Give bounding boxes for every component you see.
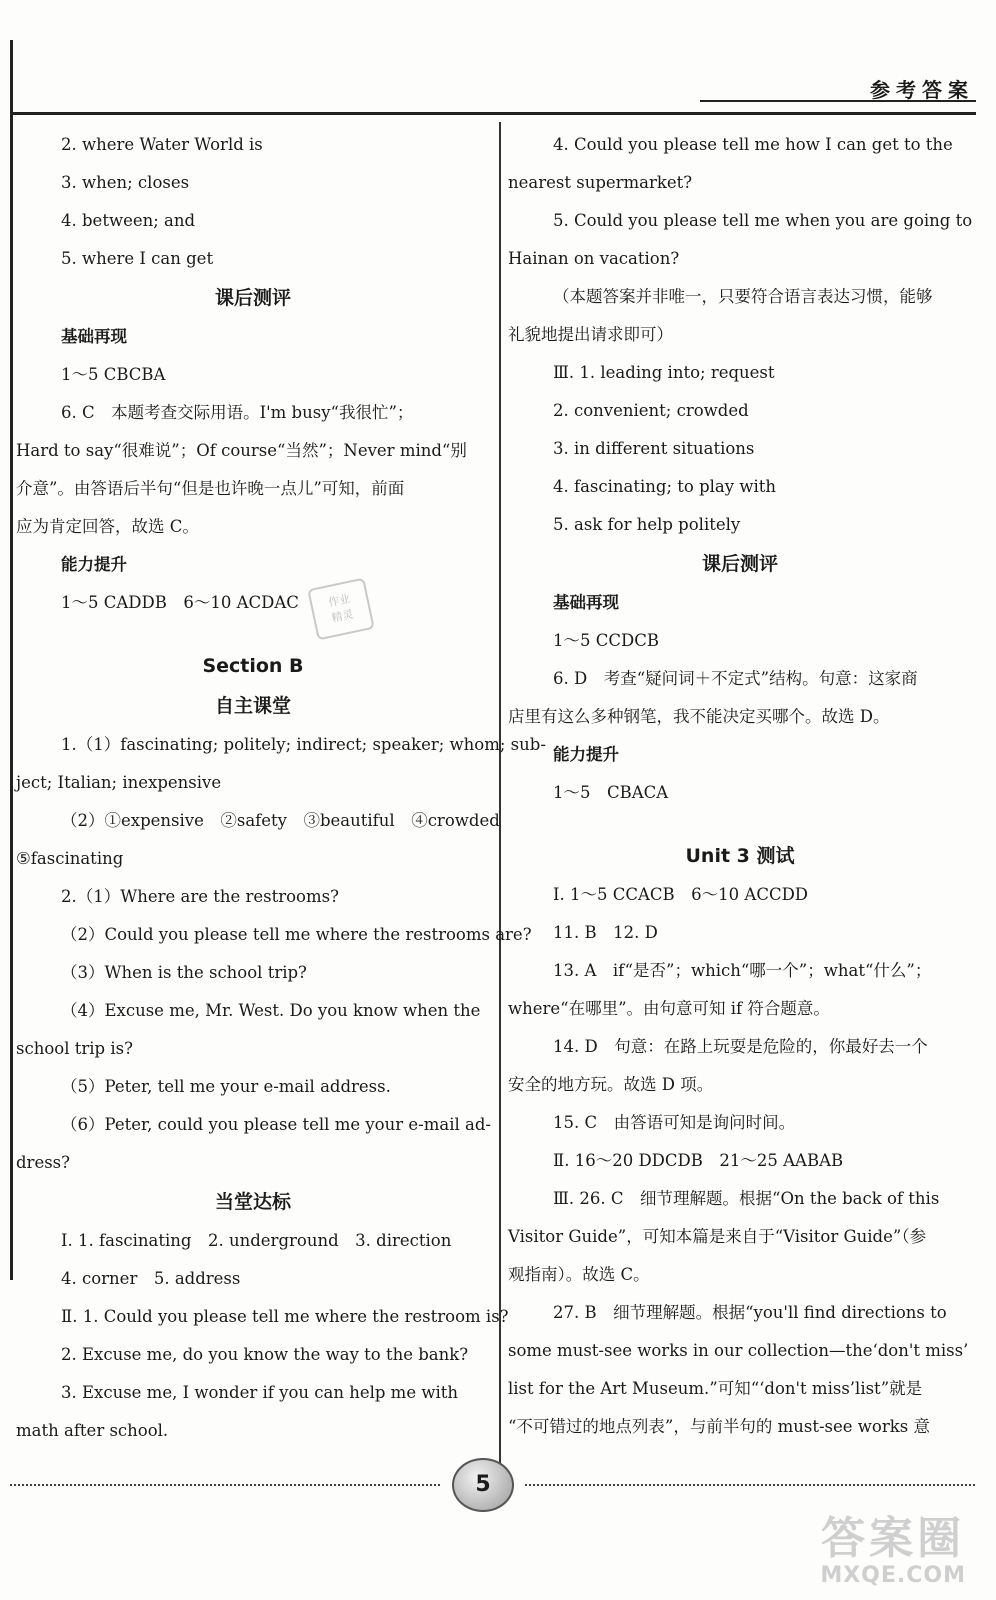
subsection-label: 能力提升: [553, 745, 619, 764]
answer-line: 14. D 句意：在路上玩耍是危险的，你最好去一个: [553, 1037, 928, 1056]
section-heading: Unit 3 测试: [685, 845, 795, 867]
answer-line: 4. corner 5. address: [61, 1269, 241, 1288]
answer-line: Ⅲ. 26. C 细节理解题。根据“On the back of this: [553, 1189, 940, 1208]
answer-line-continued: dress?: [16, 1153, 70, 1172]
answer-line: 3. in different situations: [553, 439, 755, 458]
answer-line-continued: school trip is?: [16, 1039, 133, 1058]
answer-line: 27. B 细节理解题。根据“you'll find directions to: [553, 1303, 947, 1322]
answer-line: （5）Peter, tell me your e-mail address.: [61, 1077, 391, 1096]
footer-dots-right: [525, 1484, 975, 1486]
answer-line: 3. Excuse me, I wonder if you can help me with: [61, 1383, 458, 1402]
answer-line-continued: some must-see works in our collection—the‘don't miss’: [508, 1341, 969, 1360]
answer-line: 3. when; closes: [61, 173, 190, 192]
answer-line-continued: list for the Art Museum.”可知“‘don't miss’list”就是: [508, 1379, 923, 1398]
answer-line: 1～5 CBCBA: [61, 365, 166, 384]
answer-line: 5. ask for help politely: [553, 515, 741, 534]
header-title: 参考答案: [870, 78, 974, 102]
answer-line-continued: ⑤fascinating: [16, 849, 124, 868]
answer-line: 11. B 12. D: [553, 923, 658, 942]
answer-line-continued: 礼貌地提出请求即可）: [508, 325, 673, 344]
answer-line: 4. Could you please tell me how I can get to the: [553, 135, 953, 154]
answer-line: （本题答案并非唯一，只要符合语言表达习惯，能够: [553, 287, 933, 306]
answer-line: 5. where I can get: [61, 249, 214, 268]
answer-line: 4. between; and: [61, 211, 196, 230]
answer-line-continued: 店里有这么多种钢笔，我不能决定买哪个。故选 D。: [508, 707, 890, 726]
answer-line: 13. A if“是否”；which“哪一个”；what“什么”；: [553, 961, 932, 980]
answer-line: （2）①expensive ②safety ③beautiful ④crowded: [61, 811, 500, 830]
answer-line-continued: 应为肯定回答，故选 C。: [16, 517, 199, 536]
subsection-label: 能力提升: [61, 555, 127, 574]
answer-line-continued: Visitor Guide”，可知本篇是来自于“Visitor Guide”（参: [508, 1227, 927, 1246]
answer-line-continued: 介意”。由答语后半句“但是也许晚一点儿”可知，前面: [16, 479, 405, 498]
section-heading: 课后测评: [214, 287, 291, 309]
answer-line: 2. convenient; crowded: [553, 401, 749, 420]
answer-line: Ⅱ. 16～20 DDCDB 21～25 AABAB: [553, 1151, 844, 1170]
answer-line: 1～5 CADDB 6～10 ACDAC: [61, 593, 299, 612]
header-vertical-rule: [10, 40, 13, 1280]
page-number: 5: [452, 1458, 514, 1512]
left-column: [16, 126, 546, 1450]
answer-line: 6. D 考查“疑问词＋不定式”结构。句意：这家商: [553, 669, 918, 688]
section-heading: 自主课堂: [214, 695, 291, 717]
stamp-mark: 作业 精灵: [307, 578, 375, 641]
header-rule: [10, 112, 976, 115]
watermark-url: MXQE.COM: [820, 1563, 966, 1588]
answer-line-continued: “不可错过的地点列表”，与前半句的 must-see works 意: [508, 1417, 930, 1436]
answer-line: Ⅰ. 1～5 CCACB 6～10 ACCDD: [553, 885, 809, 904]
answer-line-continued: Hainan on vacation?: [508, 249, 680, 268]
answer-line-continued: math after school.: [16, 1421, 169, 1440]
column-divider: [499, 122, 501, 1477]
answer-line: 15. C 由答语可知是询问时间。: [553, 1113, 796, 1132]
answer-line: 2.（1）Where are the restrooms?: [61, 887, 339, 906]
answer-line: Ⅱ. 1. Could you please tell me where the restroom is?: [61, 1307, 509, 1326]
answer-line-continued: nearest supermarket?: [508, 173, 693, 192]
answer-line: （3）When is the school trip?: [61, 963, 307, 982]
answer-line: 1～5 CCDCB: [553, 631, 659, 650]
answer-line: Ⅲ. 1. leading into; request: [553, 363, 775, 382]
spacer: [16, 622, 490, 646]
answer-line: 2. Excuse me, do you know the way to the bank?: [61, 1345, 469, 1364]
spacer: [508, 812, 972, 836]
answer-line: 6. C 本题考查交际用语。I'm busy“我很忙”；: [61, 403, 414, 422]
section-heading: Section B: [202, 655, 304, 677]
answer-line: 2. where Water World is: [61, 135, 263, 154]
answer-line-continued: where“在哪里”。由句意可知 if 符合题意。: [508, 999, 830, 1018]
answer-line: （4）Excuse me, Mr. West. Do you know when the: [61, 1001, 481, 1020]
answer-line: （2）Could you please tell me where the restrooms are?: [61, 925, 532, 944]
answer-line: Ⅰ. 1. fascinating 2. underground 3. direction: [61, 1231, 452, 1250]
section-heading: 课后测评: [701, 553, 778, 575]
answer-line-continued: Hard to say“很难说”；Of course“当然”；Never mind“别: [16, 441, 467, 460]
answer-line: 4. fascinating; to play with: [553, 477, 776, 496]
watermark-logo: [820, 1515, 966, 1588]
subsection-label: 基础再现: [61, 327, 127, 346]
answer-line: 1～5 CBACA: [553, 783, 669, 802]
answer-line-continued: 观指南）。故选 C。: [508, 1265, 650, 1284]
right-column: [508, 126, 972, 1446]
footer-dots-left: [10, 1484, 440, 1486]
answer-line-continued: ject; Italian; inexpensive: [16, 773, 222, 792]
section-heading: 当堂达标: [214, 1191, 291, 1213]
answer-line: 1.（1）fascinating; politely; indirect; speaker; whom; sub-: [61, 735, 546, 754]
subsection-label: 基础再现: [553, 593, 619, 612]
answer-line-continued: 安全的地方玩。故选 D 项。: [508, 1075, 714, 1094]
answer-line: （6）Peter, could you please tell me your e-mail ad-: [61, 1115, 491, 1134]
watermark-text: 答案圈: [821, 1513, 966, 1564]
answer-line: 5. Could you please tell me when you are going to: [553, 211, 973, 230]
